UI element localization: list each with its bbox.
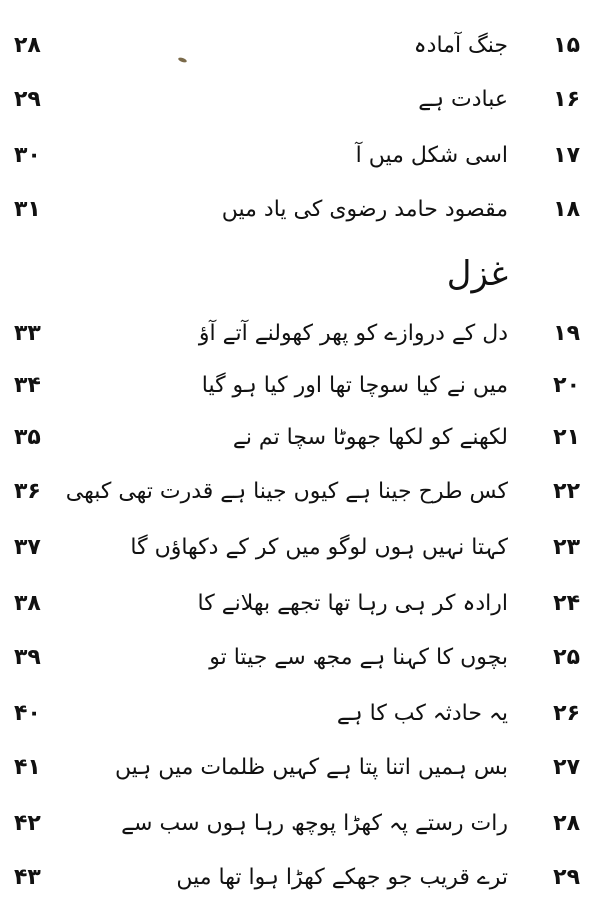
entry-number: ۲۰	[553, 373, 580, 398]
entry-title: یہ حادثہ کب کا ہے	[336, 701, 508, 726]
entry-number: ۲۱	[553, 425, 580, 450]
page-number: ۴۱	[14, 755, 41, 780]
entry-number: ۲۵	[553, 645, 580, 670]
page-number: ۲۸	[14, 33, 41, 58]
entry-title: ترے قریب جو جھکے کھڑا ہوا تھا میں	[176, 865, 508, 890]
toc-entry	[0, 26, 600, 66]
entry-number: ۲۳	[553, 535, 580, 560]
entry-title: میں نے کیا سوچا تھا اور کیا ہو گیا	[201, 373, 508, 398]
entry-title: جنگ آمادہ	[413, 33, 508, 58]
page-number: ۳۹	[14, 645, 41, 670]
toc-entry	[0, 694, 600, 734]
page-number: ۳۴	[14, 373, 41, 398]
entry-title: مقصود حامد رضوی کی یاد میں	[221, 197, 508, 222]
toc-entry	[0, 472, 600, 512]
entry-number: ۲۹	[553, 865, 580, 890]
toc-entry	[0, 80, 600, 120]
entry-title: لکھنے کو لکھا جھوٹا سچا تم نے	[232, 425, 508, 450]
entry-title: دل کے دروازے کو پھر کھولنے آتے آؤ	[198, 321, 508, 346]
entry-number: ۲۶	[553, 701, 580, 726]
page-number: ۳۶	[14, 479, 41, 504]
toc-entry	[0, 528, 600, 568]
entry-title: بس ہمیں اتنا پتا ہے کہیں ظلمات میں ہیں	[114, 755, 508, 780]
entry-number: ۱۷	[553, 143, 580, 168]
page-number: ۴۳	[14, 865, 41, 890]
entry-number: ۲۴	[553, 591, 580, 616]
entry-number: ۱۵	[553, 33, 580, 58]
page-number: ۳۷	[14, 535, 41, 560]
page-number: ۳۵	[14, 425, 41, 450]
page-number: ۳۰	[14, 143, 41, 168]
entry-title: کہتا نہیں ہوں لوگو میں کر کے دکھاؤں گا	[130, 535, 508, 560]
page-number: ۴۲	[14, 811, 41, 836]
entry-title: کس طرح جینا ہے کیوں جینا ہے قدرت تھی کبھی	[65, 479, 508, 504]
entry-number: ۲۸	[553, 811, 580, 836]
entry-title: رات رستے پہ کھڑا پوچھ رہا ہوں سب سے	[121, 811, 508, 836]
entry-title: عبادت ہے	[418, 87, 508, 112]
entry-number: ۲۷	[553, 755, 580, 780]
entry-number: ۲۲	[553, 479, 580, 504]
entry-number: ۱۶	[553, 87, 580, 112]
page-number: ۴۰	[14, 701, 41, 726]
entry-number: ۱۹	[553, 321, 580, 346]
toc-entry	[0, 366, 600, 406]
toc-entry	[0, 136, 600, 176]
toc-entry	[0, 584, 600, 624]
toc-entry	[0, 190, 600, 230]
toc-entry	[0, 314, 600, 354]
toc-entry	[0, 638, 600, 678]
page-number: ۳۸	[14, 591, 41, 616]
page-number: ۳۳	[14, 321, 41, 346]
toc-entry	[0, 804, 600, 844]
toc-entry	[0, 418, 600, 458]
toc-entry	[0, 858, 600, 898]
section-heading: غزل	[446, 254, 508, 294]
entry-title: ارادہ کر ہی رہا تھا تجھے بھلانے کا	[197, 591, 508, 616]
entry-title: اسی شکل میں آ	[355, 143, 508, 168]
page-number: ۲۹	[14, 87, 41, 112]
entry-title: بچوں کا کہنا ہے مجھ سے جیتا تو	[209, 645, 508, 670]
entry-number: ۱۸	[553, 197, 580, 222]
toc-entry	[0, 748, 600, 788]
page-number: ۳۱	[14, 197, 41, 222]
